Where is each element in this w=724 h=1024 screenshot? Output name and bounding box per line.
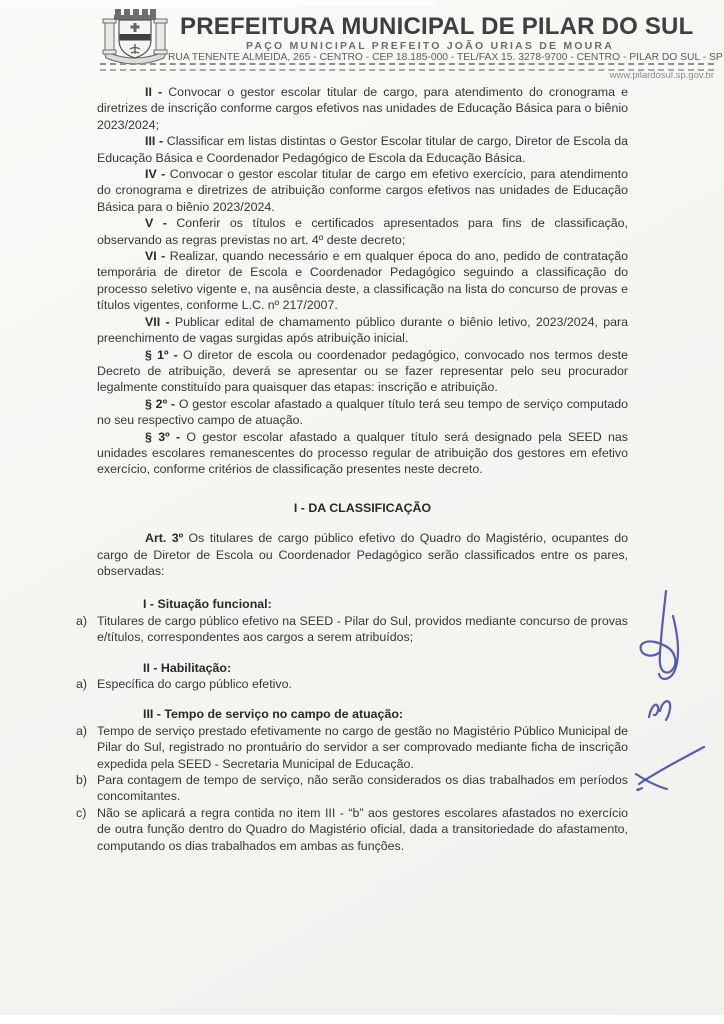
coat-of-arms-logo [100, 7, 170, 69]
scan-top-edge [0, 0, 434, 6]
list-item [76, 772, 628, 805]
list-item-text: Não se aplicará a regra contida no item III - “b” aos gestores escolares afastados no exercício de outra função dentro do Quadro do Magistério oficial, dada a transitoriedade do afastamento, computando os dias trabalhados em ambas as funções. [97, 805, 628, 853]
list-item-marker: a) [76, 677, 88, 691]
list-item [76, 613, 628, 646]
clause-vi [97, 248, 628, 314]
clause-ii-text: Convocar o gestor escolar titular de cargo, para atendimento do cronograma e diretrizes de inscrição conforme cargos efetivos nas unidades de Educação Básica para o biênio 2023/2024; [97, 85, 628, 132]
clause-iv [97, 166, 628, 215]
criteria-heading: I - Situação funcional: [143, 597, 272, 612]
section-heading-classificacao: I - DA CLASSIFICAÇÃO [293, 500, 432, 515]
clause-ii-number: II - [145, 85, 169, 99]
paragraph-2-text: O gestor escolar afastado a qualquer título terá seu tempo de serviço computado no seu respectivo campo de atuação. [97, 396, 628, 428]
paragraph-1 [97, 347, 628, 396]
clause-ii [97, 84, 628, 133]
clause-v-number: V - [145, 216, 177, 231]
list-item [76, 805, 628, 854]
list-item-marker: a) [76, 613, 88, 628]
list-item [76, 723, 628, 772]
paragraph-2-symbol: § 2º - [145, 396, 179, 411]
clause-vi-number: VI - [145, 249, 170, 264]
clause-vi-text: Realizar, quando necessário e em qualquer época do ano, pedido de contratação temporária de diretor de Escola e Coordenador Pedagógico seguindo a classificação do processo seletivo vigente e, na ausência deste, a classificação na lista do concurso de provas e títulos vigentes, conforme L.C. nº 217/2007. [97, 249, 628, 313]
clause-vii-text: Publicar edital de chamamento público durante o biênio letivo, 2023/2024, para preenchimento de vagas surgidas após atribuição inicial. [97, 314, 628, 346]
list-item-text: Titulares de cargo público efetivo na SEED - Pilar do Sul, providos mediante concurso de provas e/títulos, correspondentes aos cargos a serem atribuídos; [97, 613, 628, 645]
clause-v-text: Conferir os títulos e certificados apresentados para fins de classificação, observando as regras previstas no art. 4º deste decreto; [97, 216, 629, 247]
clause-v [97, 215, 628, 248]
list-item-marker: b) [76, 773, 88, 788]
pen-signature-mark-icon [633, 588, 695, 686]
list-item-text: Para contagem de tempo de serviço, não serão considerados os dias trabalhados em períodos concomitantes. [97, 773, 628, 804]
criteria-block-habilitacao [76, 660, 628, 693]
scan-bottom-edge [0, 1015, 724, 1024]
letterhead-website: www.pilardosul.sp.gov.br [609, 70, 714, 81]
decree-body [76, 84, 629, 854]
list-item-marker: c) [76, 805, 87, 820]
clause-iv-number: IV - [145, 167, 170, 182]
list-item-marker: a) [76, 723, 88, 738]
paragraph-3 [97, 429, 628, 478]
pen-initials-mark-icon [645, 694, 677, 725]
clause-vii [97, 314, 628, 347]
paragraph-3-symbol: § 3º - [145, 429, 187, 444]
clause-iv-text: Convocar o gestor escolar titular de cargo em efetivo exercício, para atendimento do cronograma e diretrizes de atribuição conforme cargos efetivos nas unidades de Educação Básica para o biênio 2023/2024. [97, 167, 628, 214]
letterhead-address: RUA TENENTE ALMEIDA, 265 - CENTRO - CEP 18.185-000 - TEL/FAX 15. 3278-9700 - CENTRO - PILAR DO SUL - SP [168, 52, 723, 63]
criteria-heading: III - Tempo de serviço no campo de atuação: [143, 707, 404, 722]
clause-vii-number: VII - [145, 314, 175, 329]
criteria-block-tempo-de-servico [76, 706, 628, 854]
article-3-number: Art. 3º [145, 531, 189, 546]
list-item-text: Específica do cargo público efetivo. [97, 677, 292, 691]
clause-iii-number: III - [145, 134, 167, 149]
list-item [76, 676, 628, 692]
paragraph-1-text: O diretor de escola ou coordenador pedagógico, convocado nos termos deste Decreto de atribuição, deverá se apresentar ou se fazer representar pelo seu procurador legalmente constituído para quaisquer das etapas: inscrição e atribuição. [97, 347, 628, 395]
criteria-heading: II - Habilitação: [143, 660, 232, 675]
paragraph-2 [97, 396, 628, 429]
criteria-block-situacao-funcional [76, 596, 628, 645]
paragraph-1-symbol: § 1º - [145, 347, 183, 362]
list-item-text: Tempo de serviço prestado efetivamente no cargo de gestão no Magistério Público Municipal de Pilar do Sul, registrado no prontuário do servidor a ser comprovado mediante ficha de inscrição expedida pela SEED - Secretaria Municipal de Educação. [97, 723, 628, 771]
clause-iii [97, 133, 628, 166]
municipality-title: PREFEITURA MUNICIPAL DE PILAR DO SUL [180, 13, 694, 40]
article-3 [97, 530, 628, 579]
letterhead-subtitle: PAÇO MUNICIPAL PREFEITO JOÃO URIAS DE MOURA [245, 40, 614, 52]
paragraph-3-text: O gestor escolar afastado a qualquer título será designado pela SEED nas unidades escolares remanescentes do processo regular de atribuição dos gestores em efetivo exercício, conforme critérios de classificação presentes neste decreto. [97, 429, 628, 477]
article-3-text: Os titulares de cargo público efetivo do Quadro do Magistério, ocupantes do cargo de Diretor de Escola ou Coordenador Pedagógico serão classificados entre os pares, observadas: [97, 531, 628, 578]
pen-cross-mark-icon [630, 743, 708, 794]
clause-iii-text: Classificar em listas distintas o Gestor Escolar titular de cargo, Diretor de Escola da Educação Básica e Coordenador Pedagógico de Escola da Educação Básica. [97, 134, 628, 165]
